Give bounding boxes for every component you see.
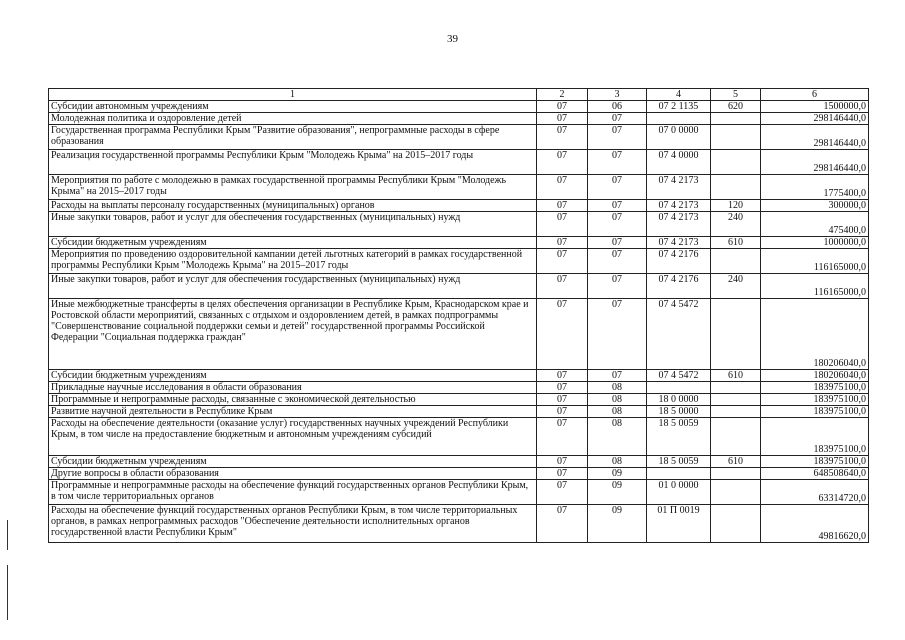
row-name-cell: Прикладные научные исследования в области образования	[49, 382, 537, 394]
row-target-cell: 07 4 2176	[647, 274, 711, 299]
row-expense-type-cell	[711, 382, 761, 394]
row-section-cell: 07	[537, 406, 588, 418]
row-name-cell: Иные закупки товаров, работ и услуг для обеспечения государственных (муниципальных) нужд	[49, 274, 537, 299]
row-expense-type-cell: 610	[711, 370, 761, 382]
row-expense-type-cell: 240	[711, 212, 761, 237]
row-subsection-cell: 07	[588, 125, 647, 150]
row-section-cell: 07	[537, 175, 588, 200]
row-subsection-cell: 07	[588, 299, 647, 370]
row-name-cell: Мероприятия по работе с молодежью в рамках государственной программы Республики Крым "Молодежь Крыма" на 2015–2017 годы	[49, 175, 537, 200]
row-amount-cell: 49816620,0	[761, 505, 869, 543]
row-section-cell: 07	[537, 200, 588, 212]
row-name-cell: Развитие научной деятельности в Республике Крым	[49, 406, 537, 418]
row-expense-type-cell	[711, 249, 761, 274]
row-subsection-cell: 07	[588, 113, 647, 125]
row-section-cell: 07	[537, 249, 588, 274]
row-name-cell: Субсидии бюджетным учреждениям	[49, 237, 537, 249]
table-row	[49, 200, 869, 212]
row-name-cell: Мероприятия по проведению оздоровительной кампании детей льготных категорий в рамках государственной программы Республики Крым "Молодежь Крыма" на 2015–2017 годы	[49, 249, 537, 274]
row-amount-cell: 298146440,0	[761, 125, 869, 150]
row-target-cell	[647, 468, 711, 480]
row-expense-type-cell: 120	[711, 200, 761, 212]
table-row	[49, 406, 869, 418]
row-expense-type-cell	[711, 125, 761, 150]
row-target-cell	[647, 113, 711, 125]
row-target-cell: 18 5 0000	[647, 406, 711, 418]
row-amount-cell: 300000,0	[761, 200, 869, 212]
column-header: 3	[588, 89, 647, 101]
row-amount-cell: 183975100,0	[761, 394, 869, 406]
row-target-cell: 01 0 0000	[647, 480, 711, 505]
row-target-cell: 07 4 2173	[647, 175, 711, 200]
row-expense-type-cell	[711, 406, 761, 418]
row-name-cell: Реализация государственной программы Республики Крым "Молодежь Крыма" на 2015–2017 годы	[49, 150, 537, 175]
row-subsection-cell: 07	[588, 175, 647, 200]
table-row	[49, 212, 869, 237]
row-amount-cell: 116165000,0	[761, 274, 869, 299]
row-name-cell: Расходы на обеспечение деятельности (оказание услуг) государственных научных учреждений Республики Крым, в том числе на предоставление бюджетным и автономным учреждениям субсидий	[49, 418, 537, 456]
row-section-cell: 07	[537, 370, 588, 382]
table-row	[49, 456, 869, 468]
row-subsection-cell: 07	[588, 237, 647, 249]
row-amount-cell: 183975100,0	[761, 418, 869, 456]
row-subsection-cell: 08	[588, 394, 647, 406]
row-section-cell: 07	[537, 505, 588, 543]
row-amount-cell: 183975100,0	[761, 406, 869, 418]
table-row	[49, 249, 869, 274]
row-subsection-cell: 07	[588, 249, 647, 274]
table-row	[49, 418, 869, 456]
row-name-cell: Иные межбюджетные трансферты в целях обеспечения организации в Республике Крым, Краснодарском крае и Ростовской области мероприятий, связанных с отдыхом и оздоровлением детей, в рамках подпрограммы "Совершенствование социальной поддержки семьи и детей" государственной программы Российской Федерации "Социальная поддержка граждан"	[49, 299, 537, 370]
table-row	[49, 370, 869, 382]
row-name-cell: Иные закупки товаров, работ и услуг для обеспечения государственных (муниципальных) нужд	[49, 212, 537, 237]
row-name-cell: Другие вопросы в области образования	[49, 468, 537, 480]
row-target-cell	[647, 382, 711, 394]
row-expense-type-cell	[711, 299, 761, 370]
row-amount-cell: 1500000,0	[761, 101, 869, 113]
row-amount-cell: 1775400,0	[761, 175, 869, 200]
table-row	[49, 237, 869, 249]
table-row	[49, 394, 869, 406]
table-row	[49, 299, 869, 370]
row-section-cell: 07	[537, 468, 588, 480]
row-expense-type-cell: 610	[711, 237, 761, 249]
row-section-cell: 07	[537, 418, 588, 456]
row-expense-type-cell	[711, 150, 761, 175]
row-amount-cell: 180206040,0	[761, 370, 869, 382]
row-section-cell: 07	[537, 150, 588, 175]
row-amount-cell: 475400,0	[761, 212, 869, 237]
margin-mark	[7, 565, 8, 620]
table-row	[49, 505, 869, 543]
row-section-cell: 07	[537, 113, 588, 125]
row-section-cell: 07	[537, 394, 588, 406]
row-subsection-cell: 09	[588, 480, 647, 505]
table-row	[49, 468, 869, 480]
row-section-cell: 07	[537, 125, 588, 150]
margin-mark	[7, 520, 8, 550]
row-subsection-cell: 07	[588, 212, 647, 237]
row-name-cell: Программные и непрограммные расходы на обеспечение функций государственных органов Республики Крым, в том числе территориальных органов	[49, 480, 537, 505]
row-section-cell: 07	[537, 299, 588, 370]
row-amount-cell: 298146440,0	[761, 150, 869, 175]
row-section-cell: 07	[537, 212, 588, 237]
row-amount-cell: 63314720,0	[761, 480, 869, 505]
row-subsection-cell: 07	[588, 200, 647, 212]
row-target-cell: 18 5 0059	[647, 418, 711, 456]
row-target-cell: 07 4 2176	[647, 249, 711, 274]
row-amount-cell: 116165000,0	[761, 249, 869, 274]
row-amount-cell: 183975100,0	[761, 456, 869, 468]
row-name-cell: Программные и непрограммные расходы, связанные с экономической деятельностью	[49, 394, 537, 406]
column-header: 2	[537, 89, 588, 101]
row-section-cell: 07	[537, 480, 588, 505]
row-subsection-cell: 08	[588, 406, 647, 418]
row-subsection-cell: 09	[588, 505, 647, 543]
row-expense-type-cell	[711, 175, 761, 200]
row-target-cell: 07 4 2173	[647, 212, 711, 237]
row-name-cell: Субсидии бюджетным учреждениям	[49, 370, 537, 382]
row-target-cell: 07 2 1135	[647, 101, 711, 113]
row-section-cell: 07	[537, 101, 588, 113]
row-target-cell: 07 4 2173	[647, 237, 711, 249]
budget-table	[48, 88, 869, 543]
row-expense-type-cell	[711, 505, 761, 543]
row-target-cell: 07 4 2173	[647, 200, 711, 212]
row-expense-type-cell	[711, 468, 761, 480]
column-header: 4	[647, 89, 711, 101]
row-name-cell: Государственная программа Республики Крым "Развитие образования", непрограммные расходы в сфере образования	[49, 125, 537, 150]
row-amount-cell: 648508640,0	[761, 468, 869, 480]
row-section-cell: 07	[537, 274, 588, 299]
row-target-cell: 07 4 5472	[647, 299, 711, 370]
row-target-cell: 07 0 0000	[647, 125, 711, 150]
row-expense-type-cell	[711, 394, 761, 406]
row-subsection-cell: 08	[588, 418, 647, 456]
row-amount-cell: 298146440,0	[761, 113, 869, 125]
row-expense-type-cell	[711, 480, 761, 505]
row-subsection-cell: 08	[588, 456, 647, 468]
table-row	[49, 125, 869, 150]
row-expense-type-cell	[711, 418, 761, 456]
table-row	[49, 101, 869, 113]
table-row	[49, 150, 869, 175]
table-row	[49, 480, 869, 505]
row-target-cell: 18 5 0059	[647, 456, 711, 468]
page-number: 39	[447, 33, 458, 45]
row-target-cell: 01 П 0019	[647, 505, 711, 543]
row-expense-type-cell	[711, 113, 761, 125]
row-target-cell: 18 0 0000	[647, 394, 711, 406]
column-header: 6	[761, 89, 869, 101]
row-amount-cell: 180206040,0	[761, 299, 869, 370]
row-amount-cell: 183975100,0	[761, 382, 869, 394]
table-row	[49, 113, 869, 125]
row-name-cell: Расходы на выплаты персоналу государственных (муниципальных) органов	[49, 200, 537, 212]
table-row	[49, 382, 869, 394]
row-subsection-cell: 07	[588, 370, 647, 382]
row-subsection-cell: 07	[588, 150, 647, 175]
row-name-cell: Субсидии бюджетным учреждениям	[49, 456, 537, 468]
table-row	[49, 274, 869, 299]
row-target-cell: 07 4 5472	[647, 370, 711, 382]
row-subsection-cell: 06	[588, 101, 647, 113]
row-expense-type-cell: 620	[711, 101, 761, 113]
column-header: 1	[49, 89, 537, 101]
row-subsection-cell: 07	[588, 274, 647, 299]
row-subsection-cell: 08	[588, 382, 647, 394]
row-expense-type-cell: 610	[711, 456, 761, 468]
row-section-cell: 07	[537, 382, 588, 394]
table-header-row	[49, 89, 869, 101]
row-amount-cell: 1000000,0	[761, 237, 869, 249]
table-row	[49, 175, 869, 200]
row-section-cell: 07	[537, 237, 588, 249]
row-name-cell: Субсидии автономным учреждениям	[49, 101, 537, 113]
row-name-cell: Расходы на обеспечение функций государственных органов Республики Крым, в том числе территориальных органов, в рамках непрограммных расходов "Обеспечение деятельности исполнительных органов государственной власти Республики Крым"	[49, 505, 537, 543]
row-section-cell: 07	[537, 456, 588, 468]
column-header: 5	[711, 89, 761, 101]
row-subsection-cell: 09	[588, 468, 647, 480]
row-name-cell: Молодежная политика и оздоровление детей	[49, 113, 537, 125]
row-expense-type-cell: 240	[711, 274, 761, 299]
row-target-cell: 07 4 0000	[647, 150, 711, 175]
